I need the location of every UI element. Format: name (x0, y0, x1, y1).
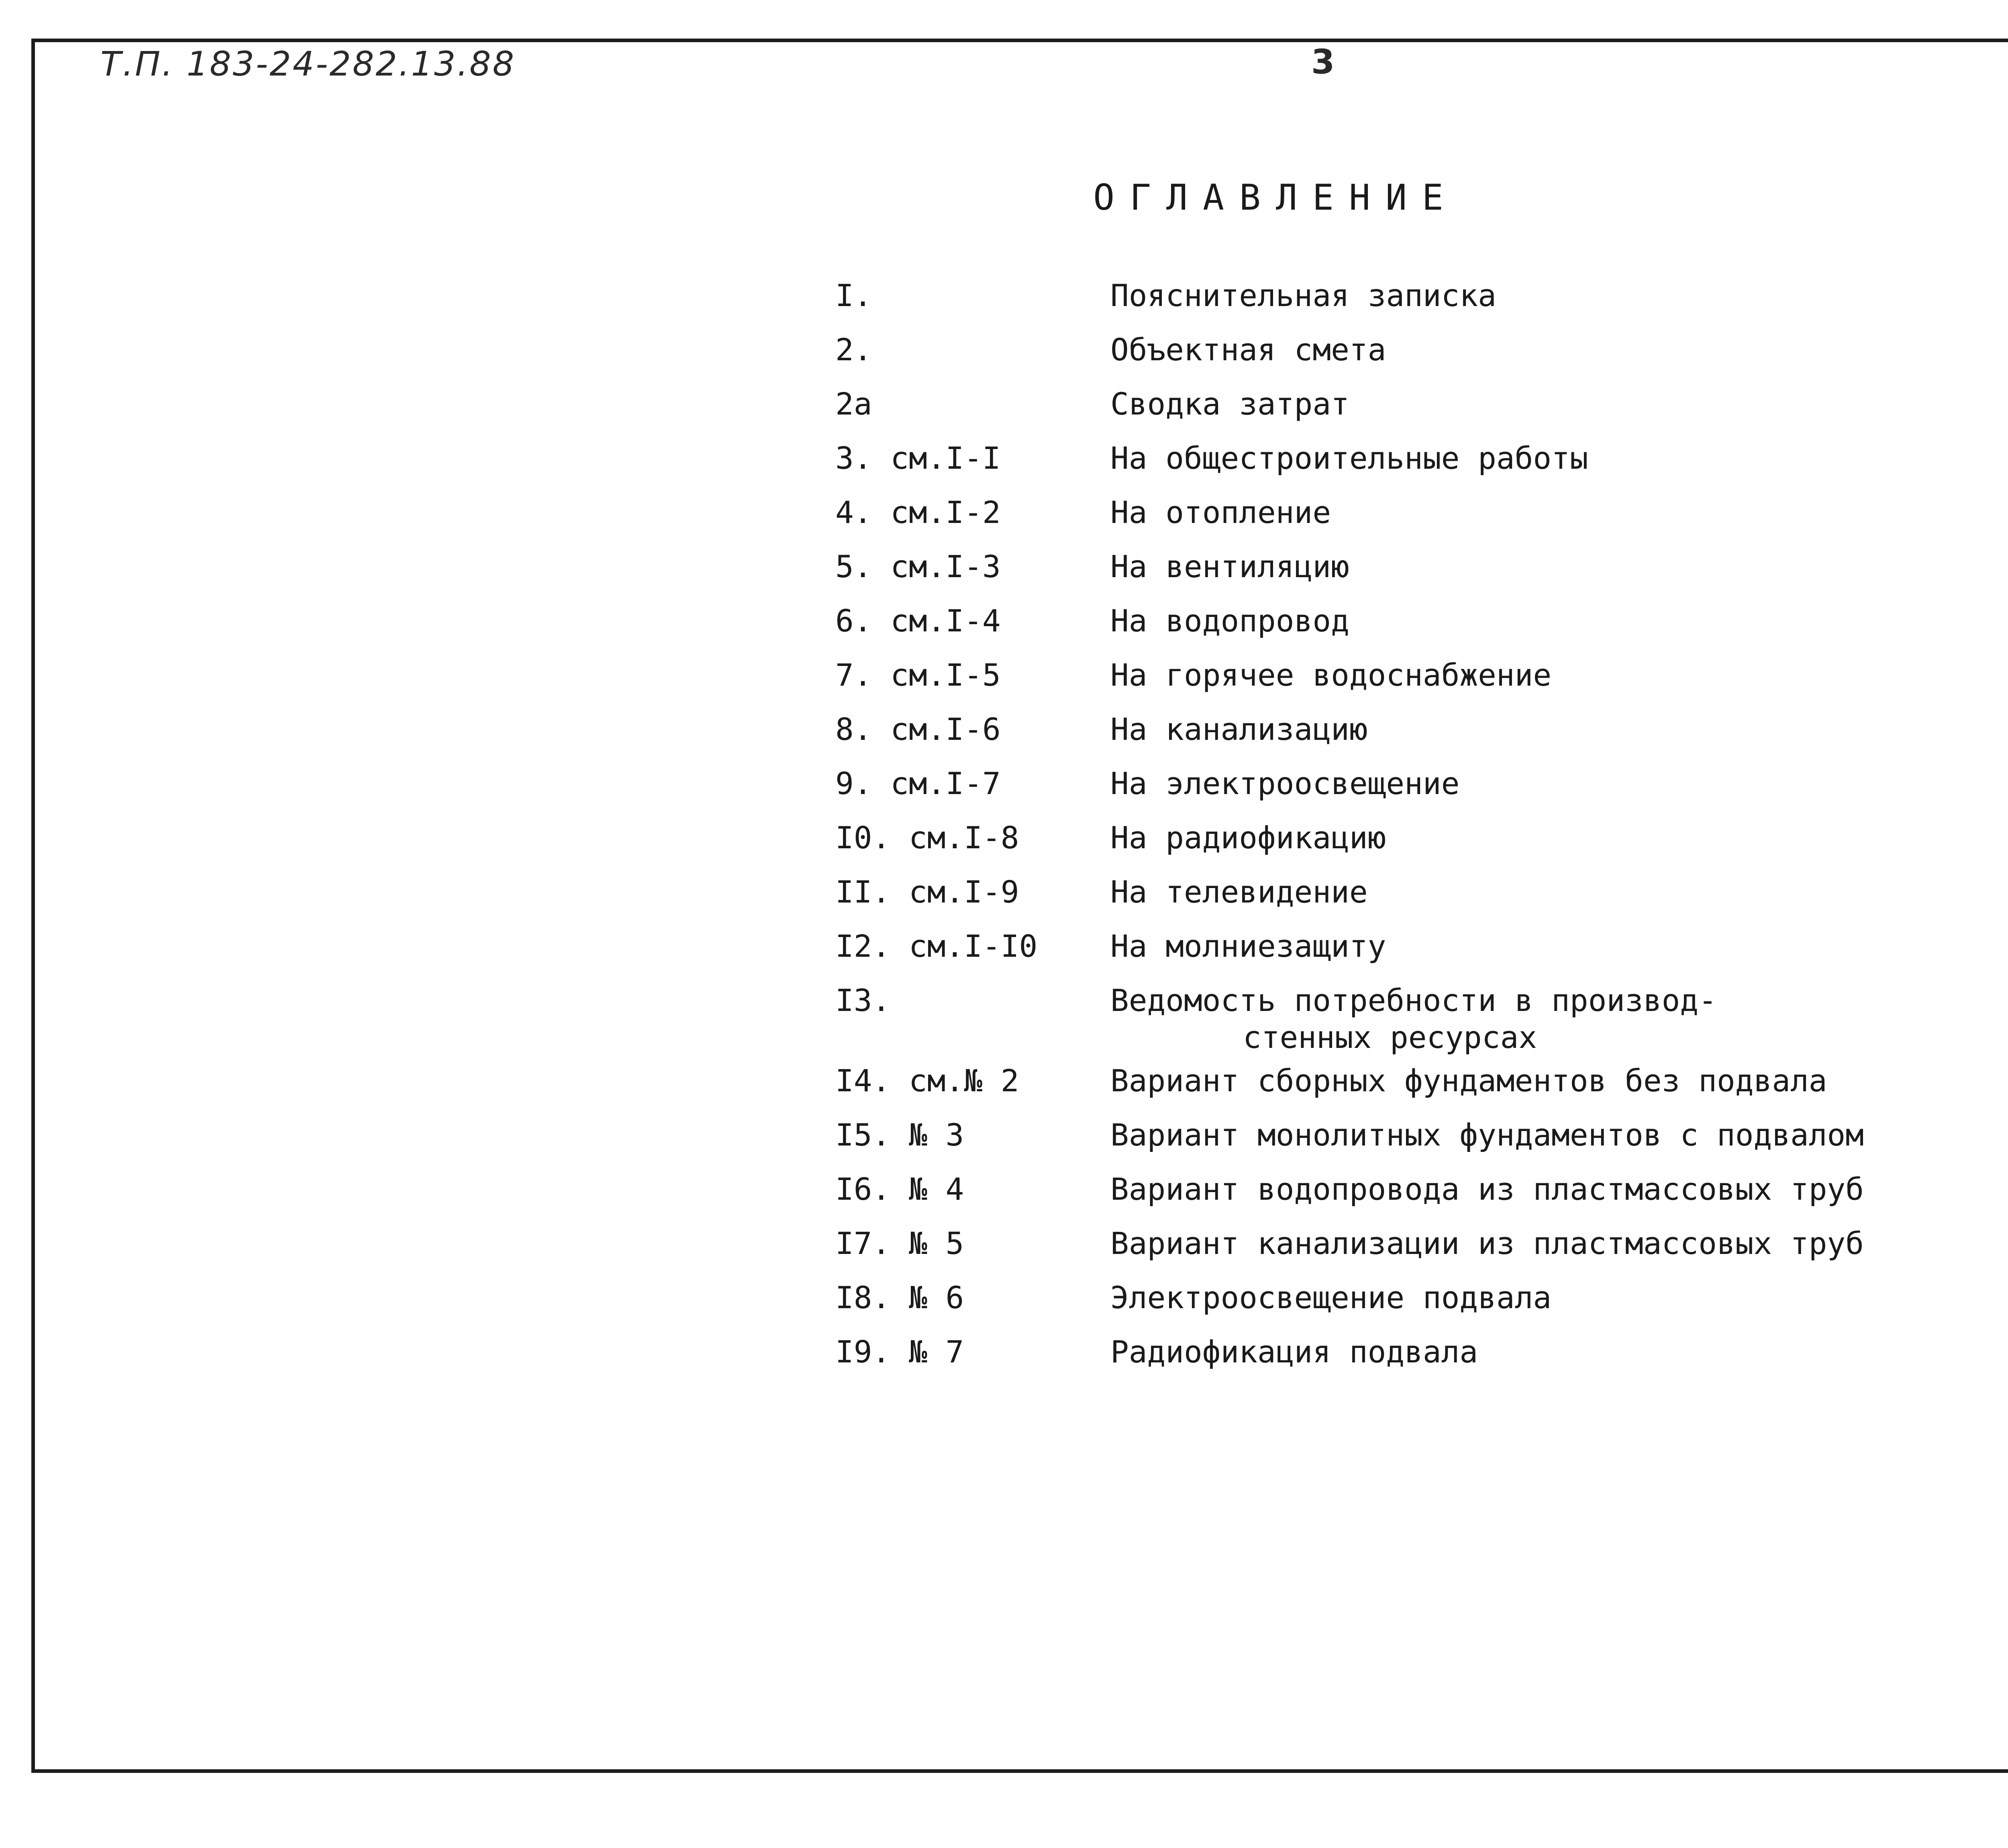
toc-row (0, 548, 2008, 596)
toc-row (0, 982, 2008, 1066)
toc-item-title: На электроосвещение (1110, 766, 1460, 801)
document-code: Т.П. 183-24-282.13.88 (100, 44, 516, 84)
toc-item-number: 3. см.I-I (835, 440, 1001, 476)
toc-item-number: 2. (835, 332, 872, 368)
toc-row (0, 657, 2008, 705)
toc-item-title: На вентиляцию (1110, 549, 1349, 584)
toc-row (0, 765, 2008, 813)
toc-row (0, 1062, 2008, 1111)
toc-item-number: 5. см.I-3 (835, 549, 1001, 584)
toc-row (0, 819, 2008, 868)
toc-item-number: 4. см.I-2 (835, 494, 1001, 530)
toc-item-title: На молниезащиту (1110, 928, 1386, 964)
toc-row (0, 1279, 2008, 1327)
toc-item-title: Вариант канализации из пластмассовых труб (1110, 1225, 1864, 1261)
toc-item-title: Электроосвещение подвала (1110, 1280, 1552, 1315)
toc-row (0, 386, 2008, 434)
toc-row (0, 711, 2008, 759)
toc-item-number: I6. № 4 (835, 1171, 964, 1207)
page-title: ОГЛАВЛЕНИЕ (1093, 177, 1459, 218)
toc-item-number: I0. см.I-8 (835, 820, 1019, 856)
toc-item-number: II. см.I-9 (835, 874, 1019, 910)
toc-item-title: На отопление (1110, 494, 1331, 530)
toc-item-title (1110, 982, 1717, 1056)
toc-row (0, 602, 2008, 651)
toc-item-number: I8. № 6 (835, 1280, 964, 1315)
toc-item-title: На радиофикацию (1110, 820, 1386, 856)
toc-item-number: I5. № 3 (835, 1117, 964, 1153)
toc-item-title: На общестроительные работы (1110, 440, 1588, 476)
toc-item-number: 2а (835, 386, 872, 422)
toc-row (0, 1333, 2008, 1382)
toc-item-title-line2: стенных ресурсах (1243, 1019, 1537, 1055)
toc-row (0, 331, 2008, 380)
toc-item-title: Вариант сборных фундаментов без подвала (1110, 1063, 1827, 1099)
toc-row (0, 440, 2008, 488)
toc-row (0, 874, 2008, 922)
toc-item-number: I9. № 7 (835, 1334, 964, 1370)
toc-item-number: I. (835, 278, 872, 313)
toc-row (0, 1171, 2008, 1219)
toc-item-title: Объектная смета (1110, 332, 1386, 368)
toc-item-title: Вариант водопровода из пластмассовых труб (1110, 1171, 1864, 1207)
toc-row (0, 1225, 2008, 1273)
toc-item-title-line1: Ведомость потребности в производ- (1110, 982, 1717, 1018)
toc-row (0, 1117, 2008, 1165)
toc-row (0, 277, 2008, 325)
toc-item-title: На горячее водоснабжение (1110, 657, 1552, 693)
toc-row (0, 494, 2008, 542)
toc-item-title: Сводка затрат (1110, 386, 1349, 422)
toc-item-number: I7. № 5 (835, 1225, 964, 1261)
toc-item-number: I3. (835, 982, 891, 1018)
toc-item-title: На телевидение (1110, 874, 1368, 910)
toc-row (0, 928, 2008, 976)
toc-item-title: На водопровод (1110, 603, 1349, 639)
toc-item-title: Вариант монолитных фундаментов с подвалом (1110, 1117, 1864, 1153)
toc-item-number: 6. см.I-4 (835, 603, 1001, 639)
toc-item-number: 8. см.I-6 (835, 711, 1001, 747)
toc-item-number: 9. см.I-7 (835, 766, 1001, 801)
toc-item-number: 7. см.I-5 (835, 657, 1001, 693)
toc-item-title: На канализацию (1110, 711, 1368, 747)
toc-item-title: Пояснительная записка (1110, 278, 1496, 313)
page-number: 3 (1311, 42, 1335, 82)
toc-item-number: I2. см.I-I0 (835, 928, 1038, 964)
toc-item-number: I4. см.№ 2 (835, 1063, 1019, 1099)
toc-item-title: Радиофикация подвала (1110, 1334, 1478, 1370)
